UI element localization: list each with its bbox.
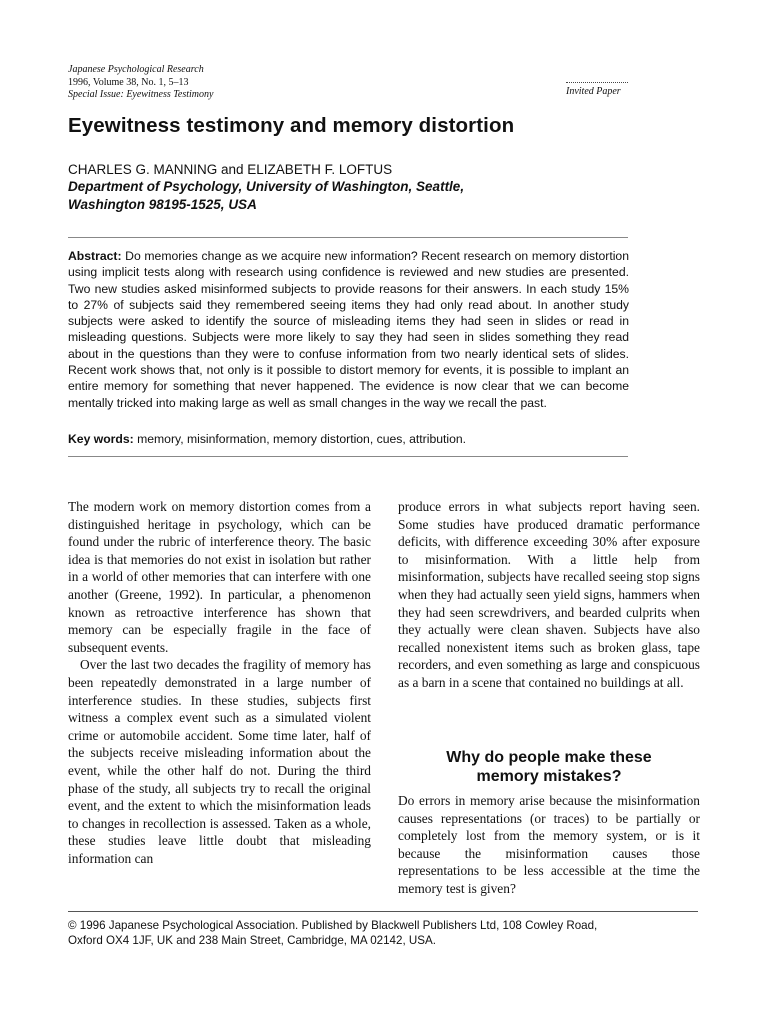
journal-volume: 1996, Volume 38, No. 1, 5–13	[68, 76, 189, 88]
copyright-footer	[68, 918, 597, 948]
abstract	[68, 248, 629, 411]
paragraph: produce errors in what subjects report having seen. Some studies have produced dramatic performance deficits, with difference exceeding 30% after exposure to misinformation. With a little help from misinformation, subjects have recalled seeing stop signs when they had actually seen yield signs, hammers when they had seen screwdrivers, and bearded culprits when they actually were clean shaven. Subjects have also recalled nonexistent items such as broken glass, tape recorders, and even something as large and conspicuous as a barn in a scene that contained no buildings at all.	[398, 499, 700, 690]
footer-line-2: Oxford OX4 1JF, UK and 238 Main Street, Cambridge, MA 02142, USA.	[68, 934, 436, 947]
article-title: Eyewitness testimony and memory distortion	[68, 114, 515, 137]
affiliation-line-2: Washington 98195-1525, USA	[68, 196, 257, 212]
special-issue: Special Issue: Eyewitness Testimony	[68, 89, 214, 100]
section-heading-line-2: memory mistakes?	[476, 768, 622, 785]
footer-line-1: © 1996 Japanese Psychological Association. Published by Blackwell Publishers Ltd, 108 Cowley Road,	[68, 919, 598, 932]
divider-abstract-bottom	[68, 456, 628, 457]
abstract-text: Do memories change as we acquire new information? Recent research on memory distortion using implicit tests along with research using confidence is reviewed and new studies are presented. Two new studies asked misinformed subjects to provide reasons for their answers. In each study 15% to 27% of subjects said they remembered seeing items they had only read about. In another study subjects were asked to identify the source of misleading items they had seen in slides or read in misleading questions. Subjects were more likely to say they had seen in slides something they read about in the questions than they were to confuse information from two nearly identical sets of slides. Recent work shows that, not only is it possible to distort memory for events, it is possible to implant an entire memory for something that never happened. The evidence is now clear that we can become mentally tricked into making large as well as small changes in the way we recall the past.	[68, 249, 629, 410]
paragraph: Do errors in memory arise because the misinformation causes representations (or traces) to be partially or completely lost from the memory system, or is it because the misinformation causes those representations to be less accessible at the time the memory test is given?	[398, 793, 700, 896]
keywords	[68, 432, 466, 446]
divider-footer	[68, 911, 698, 912]
keywords-text: memory, misinformation, memory distortion, cues, attribution.	[137, 432, 467, 446]
divider-top	[68, 237, 628, 238]
article-type: Invited Paper	[566, 82, 628, 97]
affiliation	[68, 178, 464, 213]
abstract-label: Abstract:	[68, 249, 122, 263]
section-heading-line-1: Why do people make these	[446, 749, 652, 766]
journal-citation	[68, 64, 213, 102]
paragraph: Over the last two decades the fragility of memory has been repeatedly demonstrated in a large number of interference studies. In these studies, subjects first witness a complex event such as a simulated violent crime or automobile accident. Some time later, half of the subjects receive misleading information about the event, while the other half do not. During the third phase of the study, all subjects try to recall the original event, and the extent to which the misinformation leads to changes in recollection is assessed. Taken as a whole, these studies leave little doubt that misleading information can	[68, 657, 371, 866]
authors: CHARLES G. MANNING and ELIZABETH F. LOFTUS	[68, 162, 393, 177]
section-heading	[398, 748, 700, 786]
affiliation-line-1: Department of Psychology, University of Washington, Seattle,	[68, 179, 465, 194]
journal-name: Japanese Psychological Research	[68, 64, 204, 75]
paragraph: The modern work on memory distortion comes from a distinguished heritage in psychology, which can be found under the rubric of interference theory. The basic idea is that memories do not exist in isolation but rather in a world of other memories that can interfere with one another (Greene, 1992). In particular, a phenomenon known as retroactive interference has shown that memory can be especially fragile in the face of subsequent events.	[68, 499, 371, 655]
body-column-right	[398, 498, 700, 896]
body-column-left	[68, 498, 371, 867]
keywords-label: Key words:	[68, 432, 134, 446]
